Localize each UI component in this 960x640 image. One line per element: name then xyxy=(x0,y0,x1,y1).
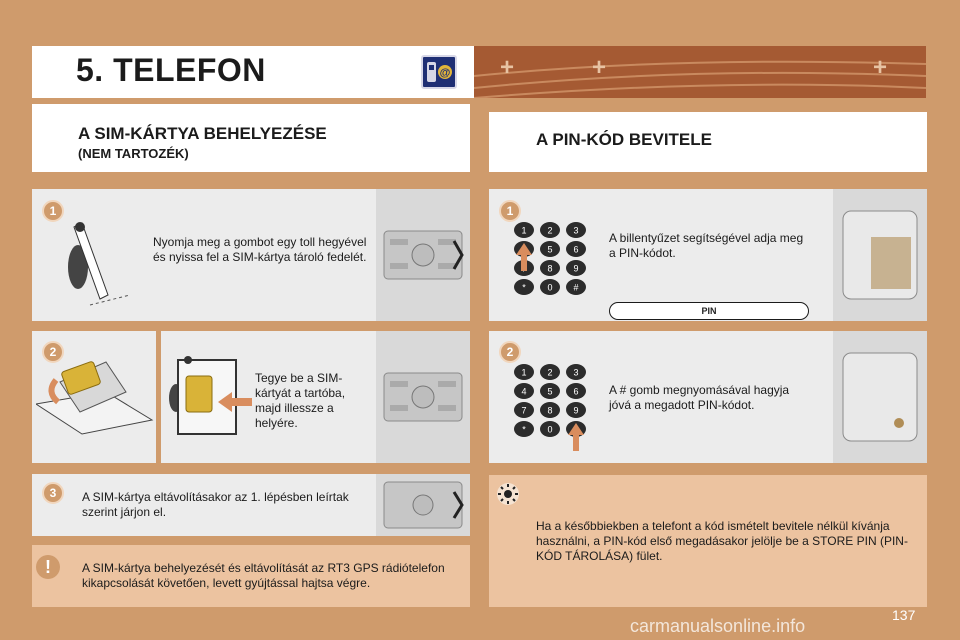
keypad-key-label: * xyxy=(522,282,526,293)
keypad-key-label: 6 xyxy=(573,386,579,397)
sim-insert-illustration xyxy=(166,348,256,448)
watermark-text: carmanualsonline.info xyxy=(630,616,806,636)
keypad-key-label: * xyxy=(522,424,526,435)
section-title-pin: A PIN-KÓD BEVITELE xyxy=(536,130,712,149)
keypad-key-label: 5 xyxy=(547,386,553,397)
keypad-key-label: 1 xyxy=(521,225,527,236)
keypad-key-label: 9 xyxy=(573,263,579,274)
pin-step-1-text: A billentyűzet segítségével adja meg a PIN-kódot. xyxy=(609,231,804,260)
pin-field-label: PIN xyxy=(609,302,809,320)
plus-mark: + xyxy=(592,54,607,81)
phone-at-icon xyxy=(421,55,457,89)
pin-step-2-text: A # gomb megnyomásával hagyja jóvá a megadott PIN-kódot. xyxy=(609,383,790,412)
lightbulb-icon xyxy=(496,482,520,506)
note-text: Ha a későbbiekben a telefont a kód ismételt bevitele nélkül kívánja használni, a PIN-kód első megadásakor jelölje be a STORE PIN (PIN-KÓD TÁROLÁSA) fület. xyxy=(536,519,908,563)
keypad-key-label: 3 xyxy=(573,225,579,236)
keypad-key-label: 0 xyxy=(547,282,553,293)
phone-keypad xyxy=(510,362,590,462)
keypad-key-label: 8 xyxy=(547,405,553,416)
page-number: 137 xyxy=(892,607,916,623)
radio-unit-image xyxy=(376,331,470,463)
warning-text: A SIM-kártya behelyezését és eltávolítását az RT3 GPS rádiótelefon kikapcsolását követően, levett gyújtással hajtsa végre. xyxy=(82,561,445,590)
step-number-badge: 2 xyxy=(42,341,64,363)
svg-text:@: @ xyxy=(439,67,451,79)
sim-tray-illustration xyxy=(36,352,154,442)
plus-mark: + xyxy=(500,54,515,81)
section-subtitle-sim: (NEM TARTOZÉK) xyxy=(78,146,189,161)
sim-step-3-text: A SIM-kártya eltávolításakor az 1. lépésben leírtak szerint járjon el. xyxy=(82,490,349,519)
radio-unit-image xyxy=(376,474,470,536)
header-brown-band xyxy=(474,46,926,98)
keypad-key-label: 0 xyxy=(547,424,553,435)
exclamation-icon: ! xyxy=(36,555,60,579)
keypad-key-label: 5 xyxy=(547,244,553,255)
step-number-badge: 3 xyxy=(42,482,64,504)
phone-keypad xyxy=(510,220,590,300)
phone-keypad-screen-image xyxy=(833,331,927,463)
keypad-key-label: 3 xyxy=(573,367,579,378)
keypad-key-label: 8 xyxy=(547,263,553,274)
step-number-badge: 1 xyxy=(499,200,521,222)
keypad-key-label: 4 xyxy=(521,386,527,397)
pen-press-illustration xyxy=(60,215,140,315)
decorative-swoosh xyxy=(474,46,926,98)
step-number-badge: 2 xyxy=(499,341,521,363)
page-title: 5. TELEFON xyxy=(76,52,266,88)
keypad-key-label: 6 xyxy=(573,244,579,255)
phone-keypad-screen-image xyxy=(833,189,927,321)
sim-step-1-text: Nyomja meg a gombot egy toll hegyével és nyissa fel a SIM-kártya tároló fedelét. xyxy=(153,235,367,264)
keypad-key-label: 2 xyxy=(547,225,553,236)
radio-unit-image xyxy=(376,189,470,321)
keypad-key-label: 9 xyxy=(573,405,579,416)
keypad-key-label: 7 xyxy=(521,405,527,416)
keypad-key-label: # xyxy=(573,282,579,293)
section-title-sim: A SIM-KÁRTYA BEHELYEZÉSE xyxy=(78,124,327,143)
sim-step-2-text: Tegye be a SIM-kártyát a tartóba, majd illessze a helyére. xyxy=(255,371,346,430)
keypad-key-label: 1 xyxy=(521,367,527,378)
plus-mark: + xyxy=(873,54,888,81)
keypad-key-label: 2 xyxy=(547,367,553,378)
step-number-badge: 1 xyxy=(42,200,64,222)
